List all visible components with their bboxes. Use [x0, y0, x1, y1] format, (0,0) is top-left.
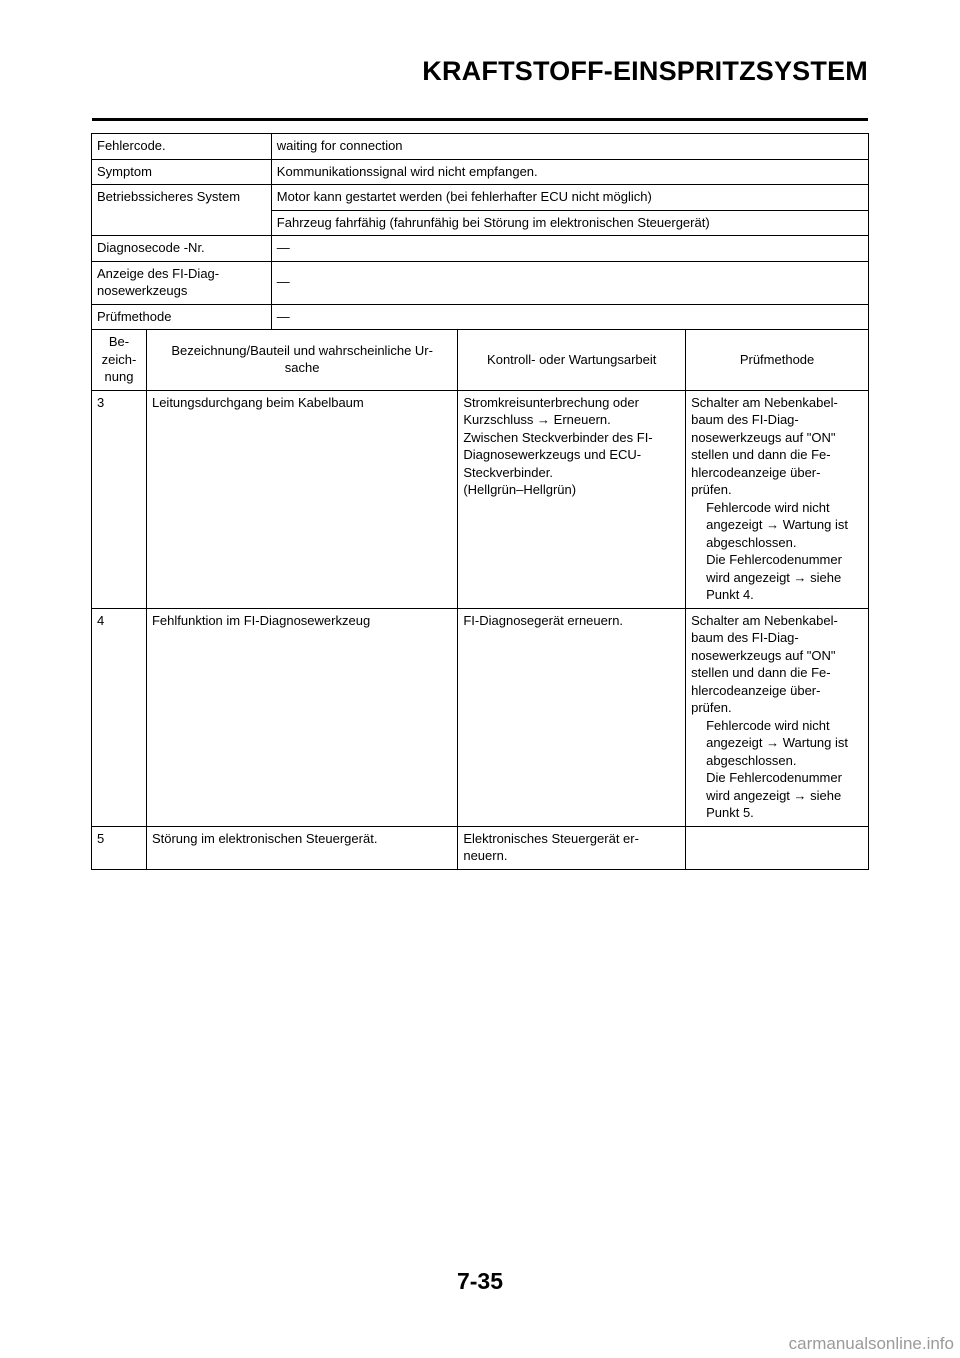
check-line: Die Fehlercodenummer [706, 770, 842, 785]
diagnosecode-row [92, 236, 869, 262]
right-arrow-icon: → [766, 517, 780, 532]
check-outcome-b [691, 551, 863, 604]
symptom-value: Kommunikationssignal wird nicht empfangen. [271, 159, 868, 185]
check-line: stellen und dann die Fe- [691, 665, 831, 680]
col-header-cause-line-2: sache [284, 360, 320, 376]
col-header-action: Kontroll- oder Wartungsarbeit [458, 330, 686, 391]
check-line: angezeigt [706, 517, 763, 532]
pruefmethode-value: — [271, 304, 868, 330]
symptom-row [92, 159, 869, 185]
row-action: FI-Diagnosegerät erneuern. [458, 608, 686, 826]
action-line: Steckverbinder. [463, 464, 553, 480]
check-line: prüfen. [691, 700, 732, 715]
action-line: Kurzschluss [463, 412, 534, 427]
anzeige-row [92, 261, 869, 304]
col-header-check: Prüfmethode [686, 330, 869, 391]
col-header-cause [146, 330, 457, 391]
diagnosecode-value: — [271, 236, 868, 262]
check-line: Fehlercode wird nicht [706, 717, 830, 733]
row-nr: 4 [92, 608, 147, 826]
right-arrow-icon: → [537, 412, 551, 427]
check-line: abgeschlossen. [706, 534, 797, 550]
row-nr: 3 [92, 390, 147, 608]
table-row [92, 826, 869, 869]
action-line: Zwischen Steckverbinder des FI- [463, 429, 653, 445]
pruefmethode-row [92, 304, 869, 330]
action-line: (Hellgrün–Hellgrün) [463, 482, 577, 497]
check-line: nosewerkzeugs auf "ON" [691, 429, 836, 445]
table-row [92, 390, 869, 608]
check-line: Punkt 5. [706, 805, 754, 820]
check-line: baum des FI-Diag- [691, 412, 799, 427]
check-line: prüfen. [691, 482, 732, 497]
check-line: nosewerkzeugs auf "ON" [691, 647, 836, 663]
row-check [686, 390, 869, 608]
check-line: hlercodeanzeige über- [691, 464, 821, 480]
action-line: Diagnosewerkzeugs und ECU- [463, 447, 642, 462]
action-line: Elektronisches Steuergerät er- [463, 830, 639, 846]
page-number: 7-35 [456, 1268, 504, 1294]
right-arrow-icon: → [766, 735, 780, 750]
action-line: neuern. [463, 848, 508, 863]
betrieb-value-2: Fahrzeug fahrfähig (fahrunfähig bei Störung im elektronischen Steuergerät) [271, 210, 868, 236]
title-rule [92, 118, 868, 121]
anzeige-value: — [271, 261, 868, 304]
pruefmethode-label: Prüfmethode [92, 304, 272, 330]
action-line: Stromkreisunterbrechung oder [463, 394, 639, 410]
check-line: abgeschlossen. [706, 752, 797, 768]
action-line: Erneuern. [553, 412, 611, 427]
anzeige-label-line-1: Anzeige des FI-Diag- [97, 265, 220, 281]
right-arrow-icon: → [793, 569, 807, 585]
check-line: Die Fehlercodenummer [706, 552, 842, 567]
diagnosecode-label: Diagnosecode -Nr. [92, 236, 272, 262]
symptom-label: Symptom [92, 159, 272, 185]
check-line: Schalter am Nebenkabel- [691, 394, 838, 410]
fehlercode-value: waiting for connection [271, 134, 868, 160]
betrieb-value-1: Motor kann gestartet werden (bei fehlerhafter ECU nicht möglich) [271, 185, 868, 211]
check-outcome-a [691, 717, 863, 770]
check-line: Wartung ist [782, 517, 848, 532]
col-header-nr-line-1: Be- [108, 334, 130, 349]
col-header-nr-line-2: zeich- [101, 351, 137, 367]
check-line: stellen und dann die Fe- [691, 447, 831, 462]
check-line: Fehlercode wird nicht [706, 499, 830, 515]
check-line: siehe [810, 569, 842, 585]
row-cause: Störung im elektronischen Steuergerät. [146, 826, 457, 869]
page-title: KRAFTSTOFF-EINSPRITZSYSTEM [422, 56, 868, 86]
row-check [686, 608, 869, 826]
col-header-nr-line-3: nung [104, 369, 134, 384]
right-arrow-icon: → [793, 787, 807, 803]
anzeige-label-line-2: nosewerkzeugs [97, 283, 188, 298]
col-header-nr [92, 330, 147, 391]
betrieb-row [92, 185, 869, 211]
row-check [686, 826, 869, 869]
check-line: wird angezeigt [706, 787, 790, 803]
check-line: Schalter am Nebenkabel- [691, 612, 838, 628]
check-line: Wartung ist [782, 735, 848, 750]
column-header-row [92, 330, 869, 391]
check-line: baum des FI-Diag- [691, 630, 799, 645]
check-line: Punkt 4. [706, 587, 754, 602]
row-cause: Leitungsdurchgang beim Kabelbaum [146, 390, 457, 608]
check-line: wird angezeigt [706, 569, 790, 585]
row-nr: 5 [92, 826, 147, 869]
watermark: carmanualsonline.info [788, 1334, 954, 1353]
check-outcome-a [691, 499, 863, 552]
anzeige-label [92, 261, 272, 304]
row-action [458, 390, 686, 608]
diagnosis-table [91, 133, 869, 870]
check-outcome-b [691, 769, 863, 822]
betrieb-label: Betriebssicheres System [92, 185, 272, 236]
check-line: angezeigt [706, 735, 763, 750]
check-line: hlercodeanzeige über- [691, 682, 821, 698]
row-action [458, 826, 686, 869]
table-row [92, 608, 869, 826]
check-line: siehe [810, 787, 842, 803]
fehlercode-row [92, 134, 869, 160]
row-cause: Fehlfunktion im FI-Diagnosewerkzeug [146, 608, 457, 826]
fehlercode-label: Fehlercode. [92, 134, 272, 160]
col-header-cause-line-1: Bezeichnung/Bauteil und wahrscheinliche Ur- [171, 342, 433, 358]
